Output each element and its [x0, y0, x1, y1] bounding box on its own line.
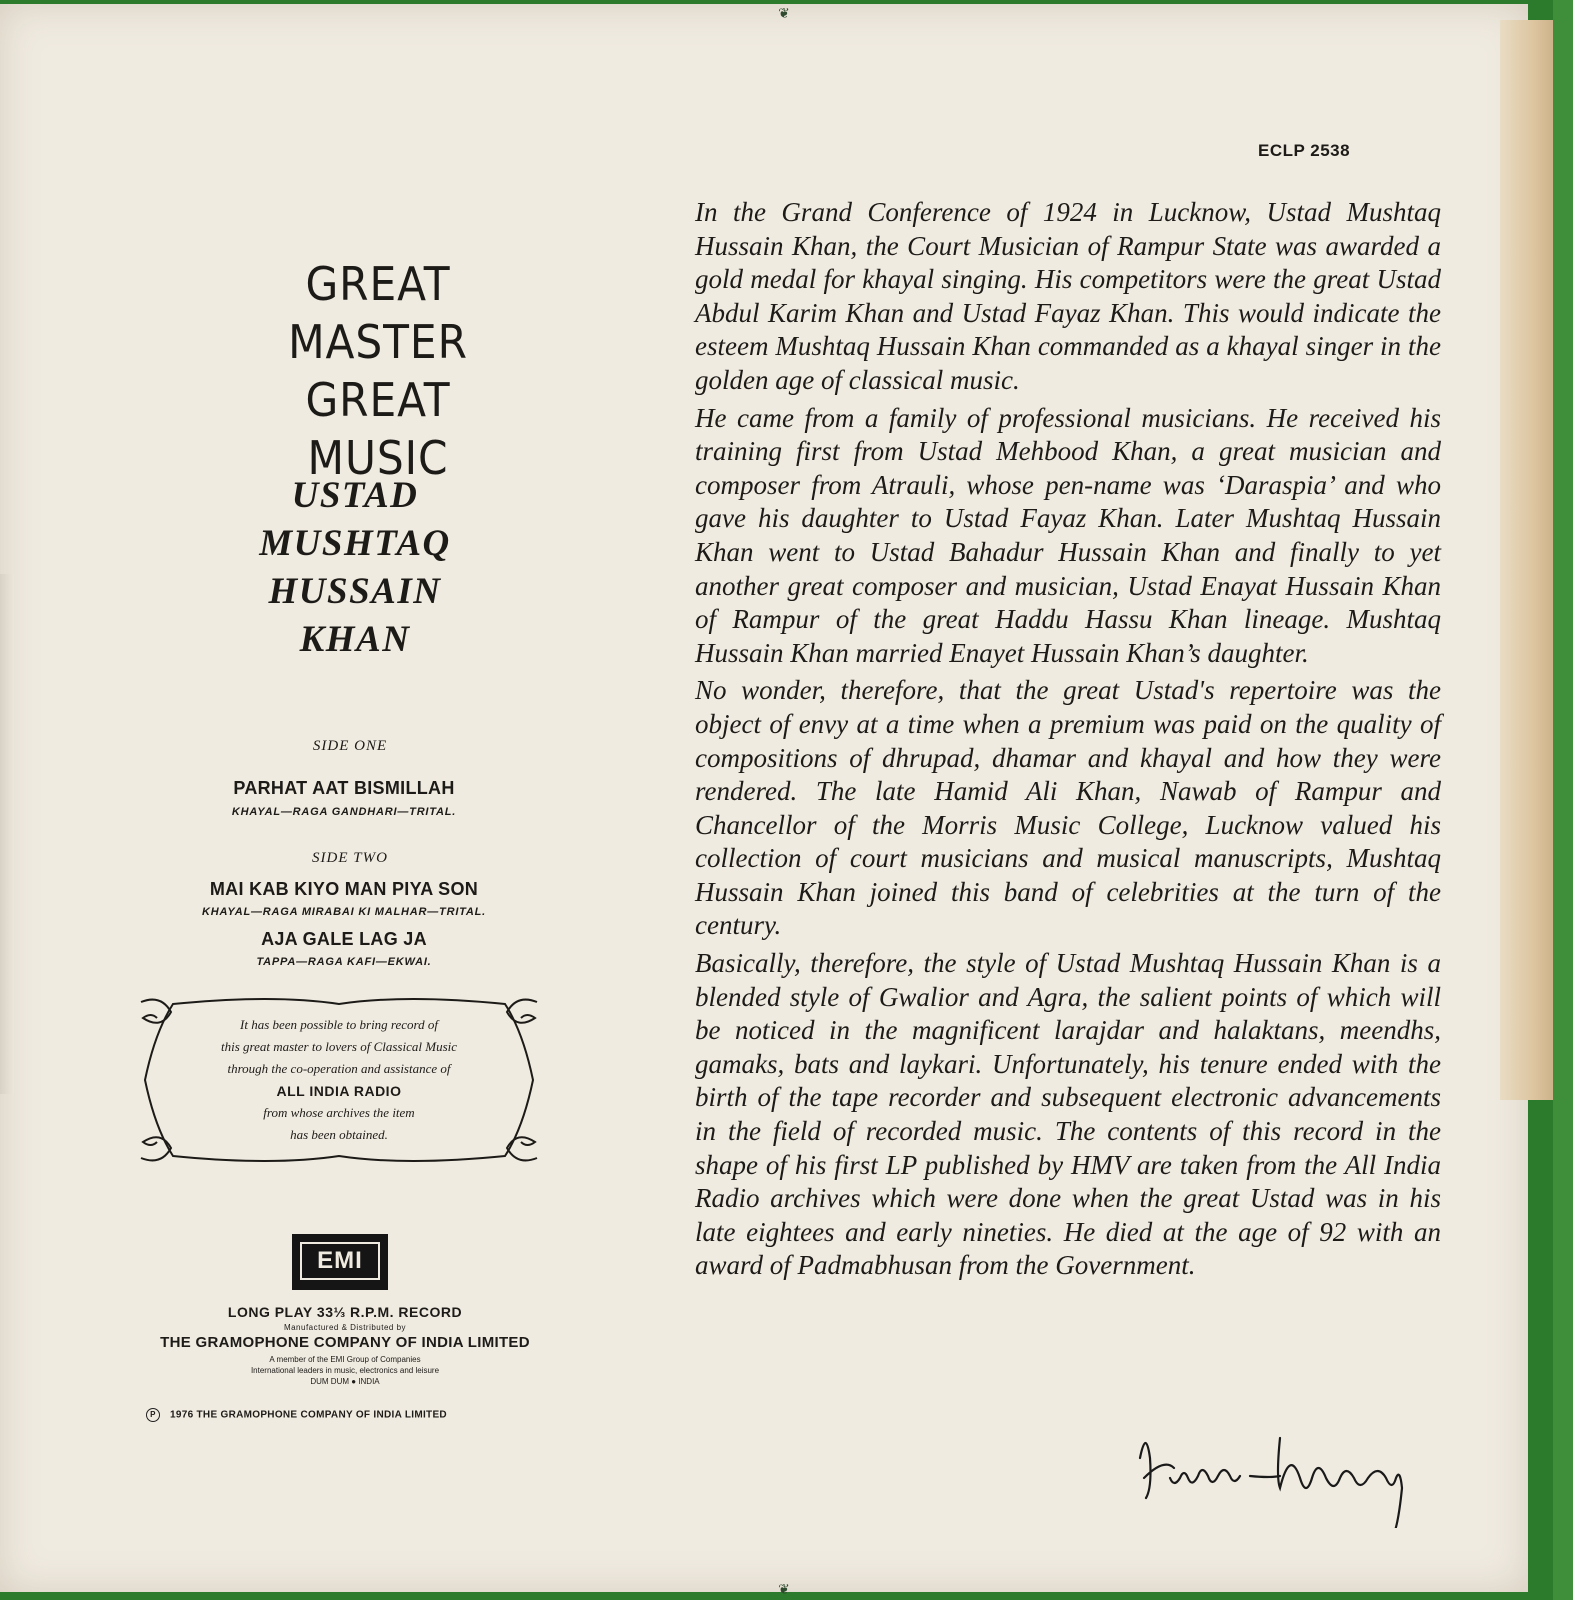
aged-tape-strip	[1500, 20, 1558, 1100]
credit-line: from whose archives the item	[263, 1105, 415, 1120]
company-name: THE GRAMOPHONE COMPANY OF INDIA LIMITED	[160, 1334, 530, 1351]
artist-line: MUSHTAQ	[259, 523, 451, 564]
manufactured-by: Manufactured & Distributed by	[283, 1323, 407, 1332]
artist-line: USTAD	[291, 475, 419, 516]
signature	[1130, 1418, 1440, 1528]
notes-paragraph: No wonder, therefore, that the great Ustad's repertoire was the object of envy at a time when a premium was paid on the quality of compositions of dhrupad, dhamar and khayal and how they were rendered. The late Hamid Ali Khan, Nawab of Rampur and Chancellor of the Morris Music College, Lucknow valued his collection of court musicians and musical manuscripts, Mushtaq Hussain Khan joined this band of celebrities at the turn of the century.	[695, 675, 1441, 941]
sleeve-green-edge	[1553, 0, 1573, 1600]
credit-cartouche	[133, 992, 545, 1168]
track-subtitle: KHAYAL—RAGA GANDHARI—TRITAL.	[231, 806, 457, 818]
artist-name	[230, 472, 480, 664]
headline	[231, 255, 525, 487]
side-one-label: SIDE ONE	[312, 738, 388, 754]
notes-paragraph: In the Grand Conference of 1924 in Lucknow, Ustad Mushtaq Hussain Khan, the Court Musician of Rampur State was awarded a gold medal for khayal singing. His competitors were the great Ustad Abdul Karim Khan and Ustad Fayaz Khan. This would indicate the esteem Mushtaq Hussain Khan commanded as a khayal singer in the golden age of classical music.	[695, 197, 1441, 395]
artist-line: HUSSAIN	[268, 571, 442, 612]
catalog-number: ECLP 2538	[1258, 141, 1351, 160]
copyright-text: 1976 THE GRAMOPHONE COMPANY OF INDIA LIMITED	[170, 1409, 447, 1421]
copyright-line	[146, 1408, 526, 1422]
record-type: LONG PLAY 33⅓ R.P.M. RECORD	[227, 1304, 463, 1320]
credit-line: has been obtained.	[290, 1127, 388, 1142]
credit-line: through the co-operation and assistance of	[227, 1061, 451, 1076]
liner-notes	[695, 196, 1441, 1287]
paper-curl	[0, 574, 14, 1094]
track-title: MAI KAB KIYO MAN PIYA SON	[209, 879, 479, 899]
emi-logo-text: EMI	[300, 1242, 380, 1280]
headline-line: GREAT MUSIC	[305, 373, 451, 485]
track-subtitle: TAPPA—RAGA KAFI—EKWAI.	[256, 956, 432, 968]
notes-paragraph: He came from a family of professional musicians. He received his training first from Ustad Mehbood Khan, a great musician and composer from Atrauli, whose pen-name was ‘Daraspia’ and who gave his daughter to Ustad Fayaz Khan. Later Mushtaq Hussain Khan went to Ustad Bahadur Hussain Khan and finally to yet another great composer and musician, Ustad Enayat Hussain Khan of Rampur of the great Haddu Hassu Khan lineage. Mushtaq Hussain Khan married Enayet Hussain Khan’s daughter.	[695, 402, 1441, 668]
track-title: AJA GALE LAG JA	[261, 929, 427, 949]
credit-line: this great master to lovers of Classical Music	[220, 1039, 458, 1054]
member-info	[150, 1354, 540, 1387]
credit-text	[133, 1014, 545, 1146]
ornament-top-icon: ❦	[778, 6, 790, 22]
artist-line: KHAN	[299, 619, 411, 660]
emi-logo	[292, 1234, 388, 1290]
member-line: A member of the EMI Group of Companies	[269, 1355, 421, 1364]
headline-line: GREAT MASTER	[288, 257, 468, 369]
credit-organization: ALL INDIA RADIO	[276, 1083, 402, 1099]
notes-paragraph: Basically, therefore, the style of Ustad Mushtaq Hussain Khan is a blended style of Gwalior and Agra, the salient points of which will be noticed in the magnificent larajdar and halaktans, meendhs, gamaks, bats and laykari. Unfortunately, his tenure ended with the birth of the tape recorder and subsequent electronic advancements in the field of recorded music. The contents of this record in the shape of his first LP published by HMV are taken from the All India Radio archives which were done when the great Ustad was in his late eightees and early nineties. He died at the age of 92 with an award of Padmabhusan from the Government.	[695, 948, 1441, 1281]
credit-line: It has been possible to bring record of	[240, 1017, 438, 1032]
track-title: PARHAT AAT BISMILLAH	[233, 778, 455, 798]
phonogram-icon: P	[146, 1408, 160, 1422]
side-two-label: SIDE TWO	[312, 850, 388, 866]
track-subtitle: KHAYAL—RAGA MIRABAI KI MALHAR—TRITAL.	[202, 906, 486, 918]
member-line: DUM DUM ● INDIA	[310, 1377, 380, 1386]
ornament-bottom-icon: ❦	[778, 1582, 790, 1598]
member-line: International leaders in music, electronics and leisure	[250, 1366, 440, 1375]
